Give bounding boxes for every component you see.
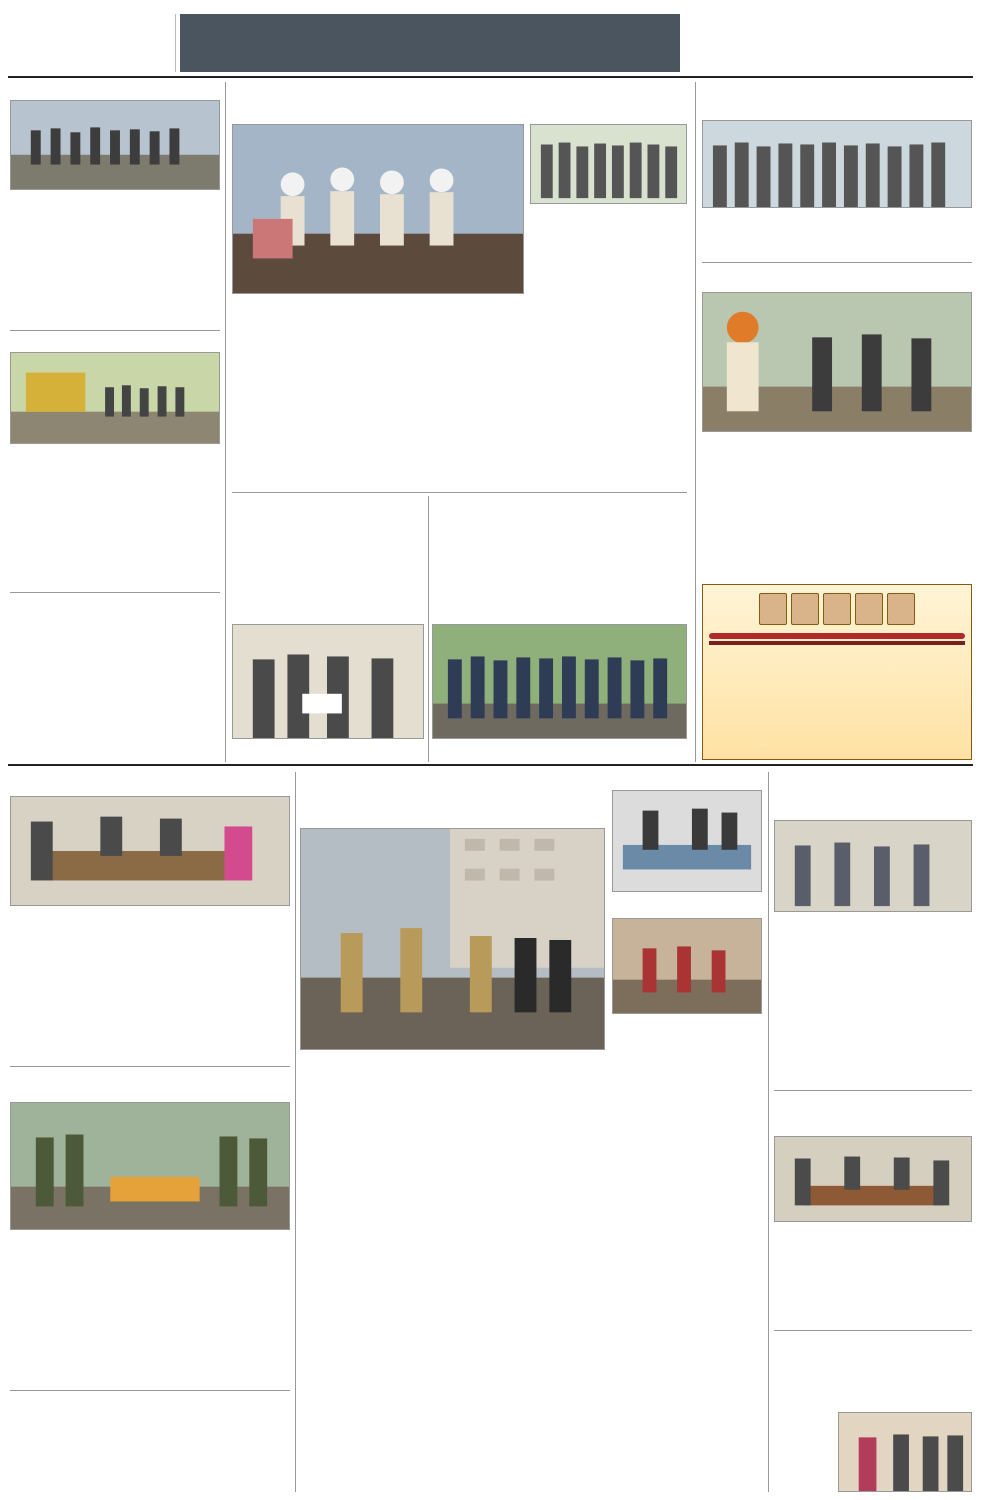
s18-photo [838,1412,972,1492]
school-advertisement [702,584,972,760]
s5-body [702,212,972,258]
s6-photo [702,292,972,432]
s16-photo [774,820,972,912]
s17-photo [774,1136,972,1222]
ad-admissions [709,633,965,639]
s10-photo [10,1102,290,1230]
s12-photo-ambulance [612,790,762,892]
student-photo [855,593,883,625]
s8-photo [432,624,687,739]
s4-body [232,318,524,486]
s8-body [432,518,687,618]
s18-body [774,1350,972,1408]
masthead-rule [8,76,973,78]
page-number [900,12,970,52]
student-photo [759,593,787,625]
s11-body [10,1410,290,1492]
s9-photo [10,796,290,906]
s9-body [10,922,290,1062]
s6-body [702,448,972,578]
s3-body [10,642,220,760]
s2-body [10,470,220,588]
s12-body [300,1064,762,1164]
s12-photo-main [300,828,605,1050]
s12-photo-fire [612,918,762,1014]
s10-body [10,1246,290,1386]
s7-body [232,518,424,618]
student-photo [791,593,819,625]
page-title [180,14,680,72]
s4-photo-main [232,124,524,294]
s4-body-side [530,234,687,428]
s17-body [774,1238,972,1326]
student-photo [887,593,915,625]
s1-body [10,216,220,326]
ad-school-name [709,641,965,645]
section-rule [8,764,973,766]
ad-students-row [703,591,971,631]
student-photo [823,593,851,625]
paper-name [8,14,176,72]
s2-photo [10,352,220,444]
s7-photo [232,624,424,739]
s4-photo-2 [530,124,687,204]
s4-body-tail [530,446,687,488]
s1-photo [10,100,220,190]
ad-banner [703,585,971,589]
s16-body [774,928,972,1086]
s5-photo [702,120,972,208]
